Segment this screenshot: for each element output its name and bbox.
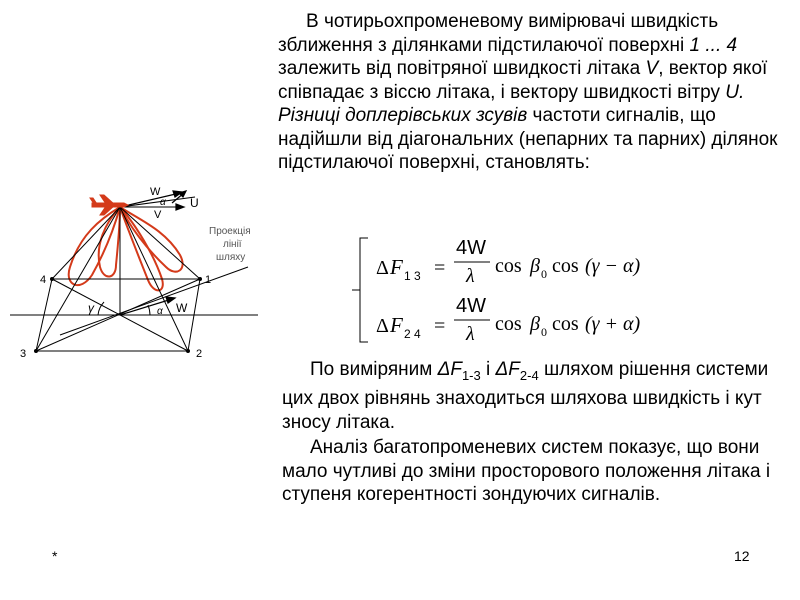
row2-numer: 4W <box>456 295 486 317</box>
intro-text-f: частоти сигналів, що надійшли від діагональних (непарних та парних) ділянок підстилаючої поверхні, становлять: <box>278 105 778 173</box>
intro-text-c: залежить від повітряної швидкості літака <box>278 58 646 79</box>
label-1: 1 <box>205 274 212 286</box>
formula-row-2 <box>376 295 641 345</box>
point-1 <box>198 277 202 281</box>
doppler-beam-diagram <box>0 175 275 370</box>
solution-paragraph <box>282 358 782 434</box>
system-brace <box>360 238 368 342</box>
w-bottom-arrow-shaft <box>120 299 172 315</box>
row1-cos1: cos <box>495 255 522 277</box>
surface-range: ... 4 <box>705 34 738 56</box>
delta-f24 <box>495 359 539 383</box>
air-speed-symbol: V <box>645 58 659 79</box>
row1-beta-sub: 0 <box>541 267 547 281</box>
row1-sub: 1 3 <box>404 269 421 283</box>
page-number: 12 <box>734 548 750 564</box>
wind-speed-symbol: U <box>725 81 740 103</box>
intro-paragraph <box>278 10 794 175</box>
footer-star: * <box>52 548 58 564</box>
solution-text-b: і <box>480 359 496 380</box>
row2-beta: β <box>530 313 540 335</box>
diagram-labels <box>20 186 251 360</box>
analysis-paragraph: Аналіз багатопроменевих систем показує, що вони мало чутливі до зміни просторового положення літака і ступеня когерентності зондуючих сигналів. <box>282 437 771 505</box>
label-v: V <box>154 209 162 221</box>
row1-f: F <box>390 255 403 279</box>
projection-label-line2: лінії <box>223 239 242 250</box>
row1-cos2: cos <box>552 255 579 277</box>
solution-text-c: шляхом рішення системи цих двох рівнянь знаходиться шляхова швидкість і кут зносу літака. <box>282 359 769 433</box>
beam-geometry <box>10 197 258 351</box>
intro-text-d: , вектор якої співпадає з віссю літака, і вектору швидкості вітру <box>278 58 768 103</box>
surface-number-1: 1 <box>689 34 701 56</box>
doppler-formula-system <box>340 232 680 347</box>
row2-sub: 2 4 <box>404 327 421 341</box>
beam-lobe-1 <box>120 207 183 272</box>
row2-cos1: cos <box>495 313 522 335</box>
row1-beta: β <box>530 255 540 277</box>
delta-f24-symbol: ΔF <box>495 359 520 380</box>
row1-denom: λ <box>466 265 475 287</box>
beam-lobe-4 <box>69 207 120 285</box>
line-top-4 <box>52 207 120 279</box>
row2-f: F <box>390 313 403 337</box>
point-3 <box>34 349 38 353</box>
label-u: U <box>190 196 199 210</box>
point-2 <box>186 349 190 353</box>
v-arrowhead <box>176 204 184 210</box>
point-4 <box>50 277 54 281</box>
solution-text-a: По виміряним <box>310 359 438 380</box>
row2-delta: Δ <box>376 315 389 337</box>
row2-denom: λ <box>466 323 475 345</box>
intro-text-e: . Різниці доплерівських зсувів <box>278 81 745 126</box>
formula-row-1 <box>376 237 641 287</box>
intro-text-a: В чотирьохпроменевому вимірювачі швидкість зближення з ділянками підстилаючої поверхні <box>278 11 719 56</box>
delta-f13 <box>437 359 481 383</box>
row1-numer: 4W <box>456 237 486 259</box>
row2-beta-sub: 0 <box>541 325 547 339</box>
label-alpha-bottom: α <box>157 306 163 317</box>
label-gamma: γ <box>88 301 94 315</box>
row2-eq: = <box>434 315 446 337</box>
label-alpha-top: α <box>160 197 166 208</box>
label-3: 3 <box>20 348 27 360</box>
w-bottom-arrowhead <box>166 297 175 303</box>
delta-f13-symbol: ΔF <box>437 359 462 380</box>
projection-label-line1: Проекція <box>209 226 251 237</box>
delta-f24-subscript: 2-4 <box>519 367 539 383</box>
label-4: 4 <box>40 274 47 286</box>
label-w-bottom: W <box>176 301 188 315</box>
row1-arg: (γ − α) <box>585 255 641 277</box>
row2-arg: (γ + α) <box>585 313 641 335</box>
row1-eq: = <box>434 257 446 279</box>
label-w-top: W <box>150 186 161 198</box>
label-2: 2 <box>196 348 203 360</box>
row1-delta: Δ <box>376 257 389 279</box>
projection-label-line3: шляху <box>216 252 246 263</box>
row2-cos2: cos <box>552 313 579 335</box>
aircraft-tail <box>90 198 97 204</box>
delta-f13-subscript: 1-3 <box>461 367 481 383</box>
